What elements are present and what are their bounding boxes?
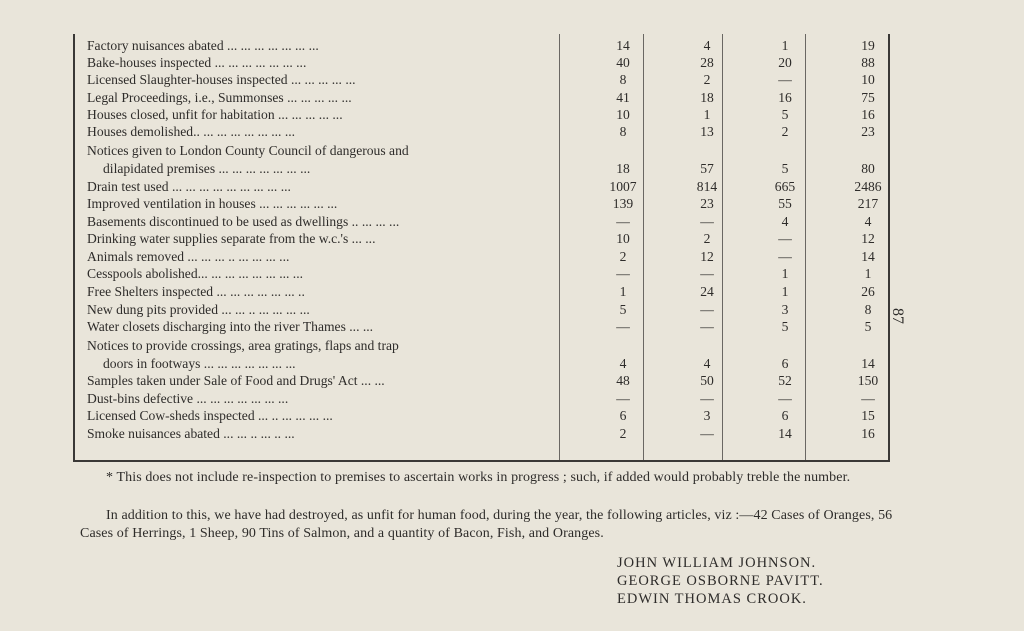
row-label: Samples taken under Sale of Food and Drugs' Act ... ... (87, 373, 385, 388)
row-label: Improved ventilation in houses ... ... ... ... ... ... (87, 196, 338, 211)
row-value: — (700, 319, 714, 334)
row-label: Animals removed ... ... ... .. ... ... ... ... (87, 249, 290, 264)
row-value: 665 (774, 179, 796, 194)
table-row (87, 178, 887, 195)
row-value: — (700, 302, 714, 317)
row-value: 14 (861, 356, 875, 371)
row-value: 1 (781, 38, 789, 53)
row-value: 2 (703, 72, 711, 87)
row-value: 2 (703, 231, 711, 246)
row-value: 150 (857, 373, 879, 388)
row-label: Drain test used ... ... ... ... ... ... ... ... ... (87, 179, 291, 194)
row-value: 40 (616, 55, 630, 70)
row-value: 41 (616, 90, 630, 105)
row-value: 10 (616, 231, 630, 246)
row-value: 2486 (854, 179, 882, 194)
row-label: dilapidated premises ... ... ... ... ... ... ... (103, 161, 311, 176)
table-row (87, 248, 887, 265)
table-row (87, 318, 887, 335)
row-value: 80 (861, 161, 875, 176)
row-value: 55 (778, 196, 792, 211)
row-value: 1 (703, 107, 711, 122)
signatory-3: EDWIN THOMAS CROOK. (617, 591, 807, 607)
row-label: Cesspools abolished... ... ... ... ... ... ... ... (87, 266, 303, 281)
row-value: — (778, 72, 792, 87)
row-value: 1 (781, 284, 789, 299)
table-row (87, 195, 887, 212)
row-value: — (616, 391, 630, 406)
row-value: 1 (619, 284, 627, 299)
table-row (87, 283, 887, 300)
row-value: 18 (700, 90, 714, 105)
table-row (87, 123, 887, 140)
signatory-1: JOHN WILLIAM JOHNSON. (617, 555, 817, 571)
row-value: 217 (857, 196, 879, 211)
table-row (87, 54, 887, 71)
row-label: New dung pits provided ... ... .. ... ... ... ... (87, 302, 310, 317)
row-value: — (700, 214, 714, 229)
row-value: 23 (700, 196, 714, 211)
row-label: Houses demolished.. ... ... ... ... ... ... ... (87, 124, 296, 139)
row-value: 4 (703, 38, 711, 53)
row-value: — (616, 214, 630, 229)
row-value: 13 (700, 124, 714, 139)
table-row (87, 337, 887, 354)
row-value: 2 (619, 426, 627, 441)
row-value: — (700, 426, 714, 441)
row-label: Smoke nuisances abated ... ... .. ... .. ... (87, 426, 295, 441)
row-value: 1 (864, 266, 872, 281)
table-row (87, 71, 887, 88)
row-value: — (700, 266, 714, 281)
row-value: 14 (778, 426, 792, 441)
table-row (87, 372, 887, 389)
table-row (87, 106, 887, 123)
table-row (87, 390, 887, 407)
row-value: 16 (861, 426, 875, 441)
page-number: 87 (889, 308, 906, 324)
row-value: 8 (619, 124, 627, 139)
row-label: Dust-bins defective ... ... ... ... ... ... ... (87, 391, 289, 406)
row-value: 139 (612, 196, 634, 211)
row-value: 14 (861, 249, 875, 264)
row-value: 5 (781, 107, 789, 122)
row-value: 16 (778, 90, 792, 105)
row-value: 16 (861, 107, 875, 122)
table-row (87, 142, 887, 159)
row-value: 4 (619, 356, 627, 371)
row-label: Factory nuisances abated ... ... ... ... ... ... ... (87, 38, 319, 53)
row-value: 6 (619, 408, 627, 423)
destroyed-food-paragraph: In addition to this, we have had destroyed, as unfit for human food, during the year, the following articles, viz :—42 Cases of Oranges, 56 Cases of Herrings, 1 Sheep, 90 Tins of Salmon, and a quantity of Bacon, Fish, and Oranges. (80, 508, 893, 541)
row-value: 23 (861, 124, 875, 139)
table-row (87, 89, 887, 106)
row-value: 2 (781, 124, 789, 139)
row-value: 12 (861, 231, 875, 246)
row-label: Drinking water supplies separate from the w.c.'s ... ... (87, 231, 376, 246)
row-label: Basements discontinued to be used as dwellings .. ... ... ... (87, 214, 400, 229)
row-value: 12 (700, 249, 714, 264)
row-value: 6 (781, 356, 789, 371)
table-row (87, 265, 887, 282)
row-value: 88 (861, 55, 875, 70)
table-row (87, 213, 887, 230)
row-label: Notices given to London County Council of dangerous and (87, 143, 409, 158)
table-row (87, 425, 887, 442)
row-value: 20 (778, 55, 792, 70)
row-value: 15 (861, 408, 875, 423)
row-value: 24 (700, 284, 714, 299)
table-row (87, 407, 887, 424)
row-value: 10 (861, 72, 875, 87)
row-value: 4 (864, 214, 872, 229)
row-value: 3 (703, 408, 711, 423)
row-value: 19 (861, 38, 875, 53)
table-row (87, 37, 887, 54)
row-value: 18 (616, 161, 630, 176)
row-value: 5 (781, 161, 789, 176)
row-value: — (700, 391, 714, 406)
row-label: Notices to provide crossings, area gratings, flaps and trap (87, 338, 399, 353)
row-value: — (616, 319, 630, 334)
row-value: 8 (864, 302, 872, 317)
row-value: 1007 (609, 179, 637, 194)
row-value: 5 (864, 319, 872, 334)
row-label: doors in footways ... ... ... ... ... ... ... (103, 356, 296, 371)
row-value: 1 (781, 266, 789, 281)
row-value: 5 (619, 302, 627, 317)
row-value: 57 (700, 161, 714, 176)
row-value: — (778, 231, 792, 246)
row-value: 6 (781, 408, 789, 423)
row-label: Bake-houses inspected ... ... ... ... ... ... ... (87, 55, 307, 70)
row-value: 28 (700, 55, 714, 70)
row-label: Licensed Slaughter-houses inspected ... ... ... ... ... (87, 72, 356, 87)
row-value: 50 (700, 373, 714, 388)
row-value: 26 (861, 284, 875, 299)
row-value: 75 (861, 90, 875, 105)
row-label: Licensed Cow-sheds inspected ... .. ... ... ... ... (87, 408, 333, 423)
row-value: 5 (781, 319, 789, 334)
row-value: 814 (696, 179, 718, 194)
row-value: 10 (616, 107, 630, 122)
row-value: 3 (781, 302, 789, 317)
row-value: 48 (616, 373, 630, 388)
table-row (87, 160, 887, 177)
row-value: 14 (616, 38, 630, 53)
row-value: 2 (619, 249, 627, 264)
row-value: 8 (619, 72, 627, 87)
row-value: — (616, 266, 630, 281)
signatory-2: GEORGE OSBORNE PAVITT. (617, 573, 824, 589)
table-row (87, 355, 887, 372)
table-row (87, 230, 887, 247)
footnote: * This does not include re-inspection to premises to ascertain works in progress ; such, if added would probably treble the number. (106, 470, 851, 485)
row-label: Legal Proceedings, i.e., Summonses ... ... ... ... ... (87, 90, 352, 105)
row-value: — (778, 391, 792, 406)
row-label: Water closets discharging into the river Thames ... ... (87, 319, 374, 334)
row-value: — (778, 249, 792, 264)
row-value: 4 (703, 356, 711, 371)
row-value: 52 (778, 373, 792, 388)
row-value: 4 (781, 214, 789, 229)
row-label: Houses closed, unfit for habitation ... ... ... ... ... (87, 107, 343, 122)
table-row (87, 301, 887, 318)
row-label: Free Shelters inspected ... ... ... ... ... ... .. (87, 284, 305, 299)
row-value: — (861, 391, 875, 406)
